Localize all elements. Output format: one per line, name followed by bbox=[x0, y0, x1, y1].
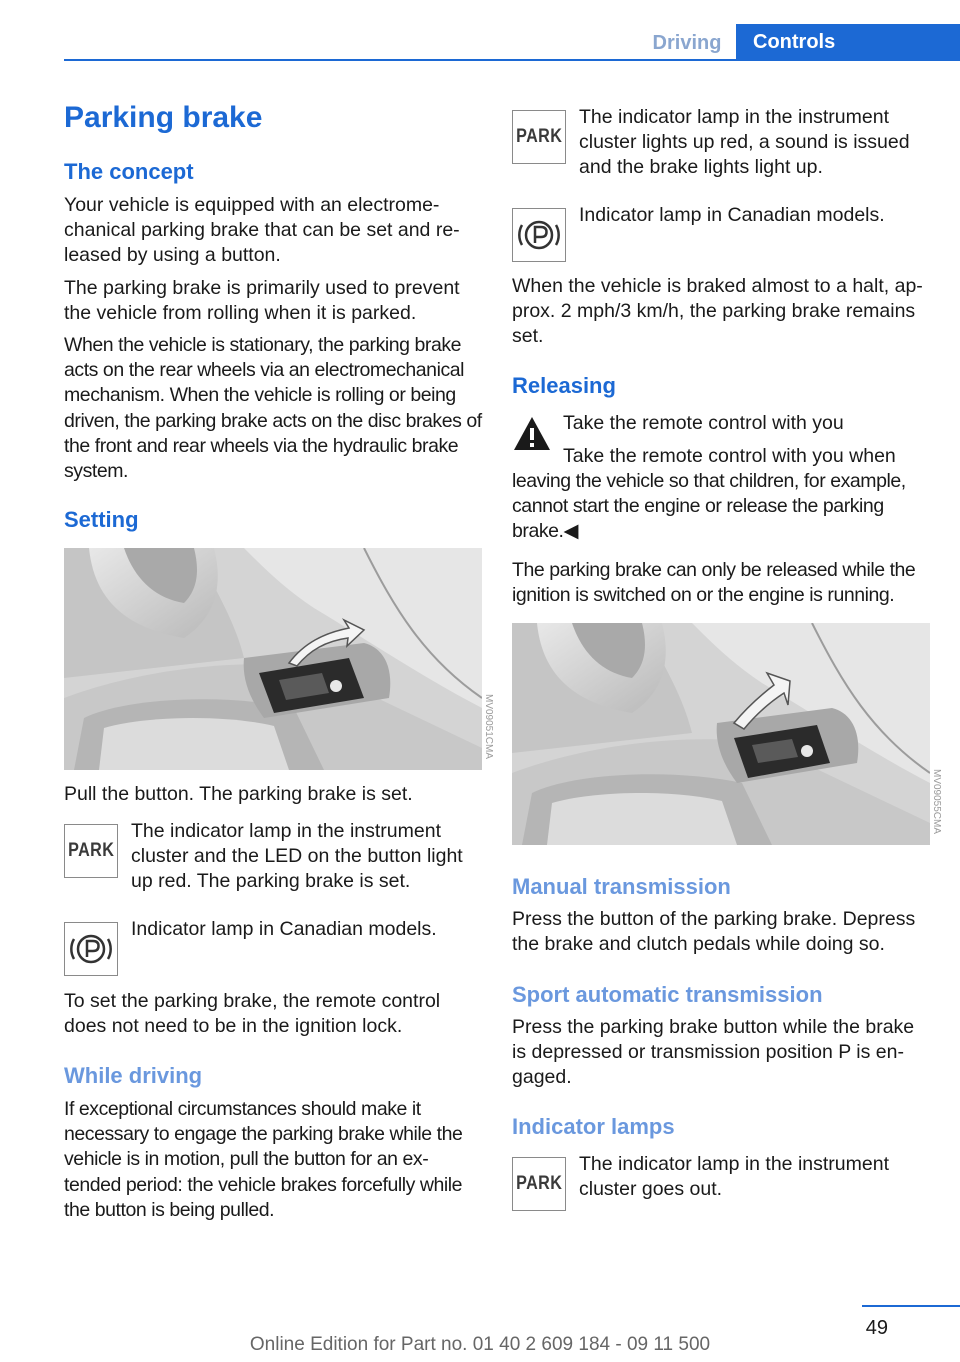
warning-title: Take the remote control with you bbox=[563, 412, 844, 434]
warning-line-1: Take the remote control with you when bbox=[563, 445, 896, 467]
concept-paragraph-1: Your vehicle is equipped with an electrome‐ chanical parking brake that can be set and re‐ leased by using a button. bbox=[64, 194, 460, 267]
manual-transmission-heading: Manual transmission bbox=[512, 874, 731, 899]
setting-image-code: MV09051CMA bbox=[483, 694, 494, 760]
header-section-tab: Driving bbox=[652, 32, 722, 54]
page-number: 49 bbox=[865, 1317, 888, 1339]
indicator-1-text: The indicator lamp in the instrument cluster and the LED on the button light up red. The parking brake is set. bbox=[131, 820, 463, 893]
park-indicator-icon bbox=[512, 1157, 566, 1211]
header-rule bbox=[64, 59, 960, 61]
releasing-heading: Releasing bbox=[512, 373, 616, 398]
indicator-lamps-heading: Indicator lamps bbox=[512, 1114, 675, 1139]
park-indicator-label: PARK bbox=[515, 1173, 563, 1194]
footer-rule bbox=[862, 1305, 960, 1307]
indicator-2-text: Indicator lamp in Canadian models. bbox=[131, 918, 437, 940]
halt-text: When the vehicle is braked almost to a halt, ap‐ prox. 2 mph/3 km/h, the parking brake remains set. bbox=[512, 275, 923, 348]
park-indicator-label: PARK bbox=[67, 840, 115, 861]
remote-control-text: To set the parking brake, the remote control does not need to be in the ignition lock. bbox=[64, 990, 441, 1038]
sport-automatic-text: Press the parking brake button while the brake is depressed or transmission position P is en‐ gaged. bbox=[512, 1016, 915, 1089]
releasing-image-code: MV09055CMA bbox=[931, 769, 942, 835]
concept-paragraph-3: When the vehicle is stationary, the parking brake acts on the rear wheels via an electromechanical mechanism. When the vehicle is rolling or being driven, the parking brake acts on the disc brakes of the front and rear wheels via the hydraulic brake system. bbox=[64, 334, 482, 483]
concept-paragraph-2: The parking brake is primarily used to prevent the vehicle from rolling when it is parked. bbox=[64, 277, 460, 325]
concept-heading: The concept bbox=[64, 159, 194, 184]
warning-text: leaving the vehicle so that children, for example, cannot start the engine or release the parking brake.◀ bbox=[512, 470, 906, 543]
pull-instruction: Pull the button. The parking brake is set. bbox=[64, 783, 413, 805]
edition-footer: Online Edition for Part no. 01 40 2 609 184 - 09 11 500 bbox=[249, 1334, 711, 1355]
while-driving-heading: While driving bbox=[64, 1063, 203, 1088]
release-condition-text: The parking brake can only be released while the ignition is switched on or the engine is running. bbox=[512, 559, 916, 607]
park-indicator-icon bbox=[512, 110, 566, 164]
park-indicator-label: PARK bbox=[515, 126, 563, 147]
park-indicator-icon bbox=[64, 824, 118, 878]
indicator-3-text: The indicator lamp in the instrument cluster lights up red, a sound is issued and the brake lights light up. bbox=[579, 106, 910, 179]
indicator-5-text: The indicator lamp in the instrument cluster goes out. bbox=[579, 1153, 889, 1201]
sport-automatic-heading: Sport automatic transmission bbox=[512, 982, 823, 1007]
setting-heading: Setting bbox=[64, 507, 139, 532]
warning-icon bbox=[512, 414, 552, 454]
manual-transmission-text: Press the button of the parking brake. Depress the brake and clutch pedals while doing so. bbox=[512, 908, 916, 956]
while-driving-text: If exceptional circumstances should make it necessary to engage the parking brake while the vehicle is in motion, pull the button for an ex‐ tended period: the vehicle brakes forcefully while the button is being pulled. bbox=[64, 1098, 463, 1221]
page-title: Parking brake bbox=[64, 101, 263, 134]
header-chapter-tab: Controls bbox=[736, 24, 960, 60]
indicator-4-text: Indicator lamp in Canadian models. bbox=[579, 204, 885, 226]
setting-illustration bbox=[64, 548, 482, 770]
releasing-illustration bbox=[512, 623, 930, 845]
console-pull-illustration bbox=[64, 548, 482, 770]
canadian-parking-indicator-icon bbox=[64, 922, 118, 976]
canadian-parking-indicator-icon bbox=[512, 208, 566, 262]
console-press-illustration bbox=[512, 623, 930, 845]
